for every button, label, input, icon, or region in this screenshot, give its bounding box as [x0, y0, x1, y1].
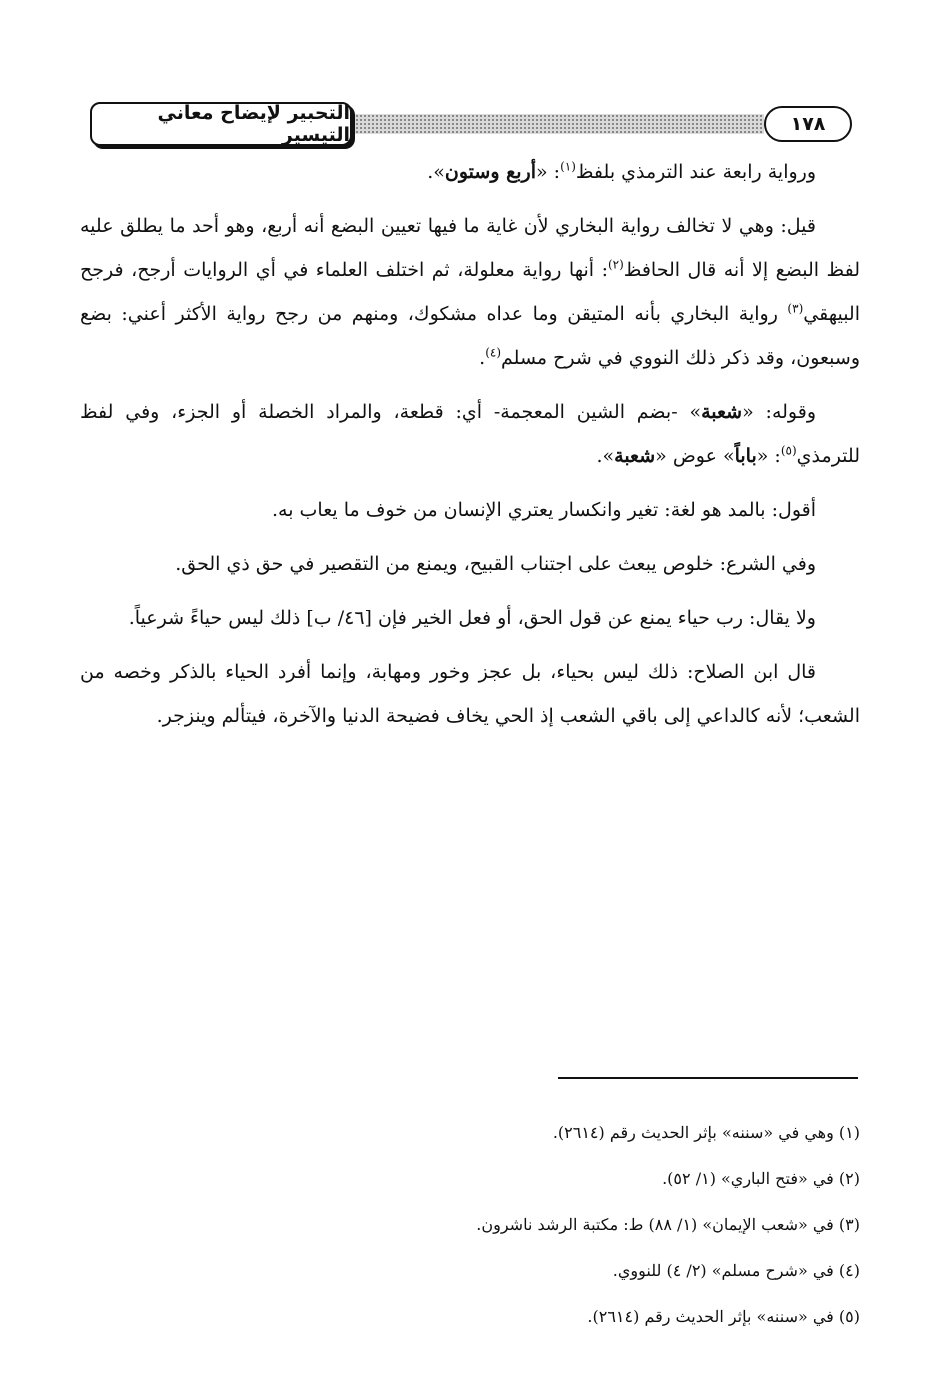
paragraph-1: [80, 150, 860, 194]
paragraph-3: [80, 390, 860, 478]
footnotes: [80, 1110, 860, 1340]
paragraph-7: قال ابن الصلاح: ذلك ليس بحياء، بل عجز وخور ومهابة، وإنما أفرد الحياء بالذكر وخصه من الشعب؛ لأنه كالداعي إلى باقي الشعب إذ الحي يخاف فضيحة الدنيا والآخرة، فيتألم وينزجر.: [80, 661, 860, 727]
paragraph-4: أقول: بالمد هو لغة: تغير وانكسار يعتري الإنسان من خوف ما يعاب به.: [271, 499, 816, 521]
header-dotted-band: [347, 114, 764, 134]
bold-quote: باباً: [734, 445, 757, 467]
paragraph-2: [80, 204, 860, 380]
bold-quote: شعبة: [614, 445, 656, 467]
bold-quote: شعبة: [701, 401, 743, 423]
text-run: قيل: وهي لا تخالف رواية البخاري لأن غاية ما فيها تعيين البضع أنه أربع، وهو أحد ما يطلق عليه لفظ البضع إلا أنه قال الحافظ: [80, 215, 860, 281]
text-run: ورواية رابعة عند الترمذي بلفظ: [575, 161, 816, 183]
footnote-ref-1: (١): [560, 159, 576, 174]
text-run: : «: [756, 445, 781, 467]
footnote-ref-2: (٢): [607, 257, 624, 272]
text-run: » عوض «: [655, 445, 735, 467]
text-run: ».: [427, 161, 445, 183]
page-header: [82, 100, 862, 156]
paragraph-6: ولا يقال: رب حياء يمنع عن قول الحق، أو فعل الخير فإن [٤٦/ ب] ذلك ليس حياءً شرعياً.: [128, 607, 816, 629]
text-run: رواية البخاري بأنه المتيقن وما عداه مشكوك، ومنهم من رجح رواية الأكثر أعني: بضع وسبعون، وقد ذكر ذلك النووي في شرح مسلم: [80, 303, 860, 369]
footnote-5: (٥) في «سننه» بإثر الحديث رقم (٢٦١٤).: [587, 1307, 860, 1326]
footnote-1: (١) وهي في «سننه» بإثر الحديث رقم (٢٦١٤).: [552, 1123, 860, 1142]
text-run: ».: [596, 445, 615, 467]
paragraph-5: وفي الشرع: خلوص يبعث على اجتناب القبيح، ويمنع من التقصير في حق ذي الحق.: [175, 553, 816, 575]
text-run: » -بضم الشين المعجمة- أي: قطعة، والمراد الخصلة أو الجزء، وفي لفظ للترمذي: [80, 401, 860, 467]
footnote-separator: [558, 1077, 858, 1079]
text-run: : «: [535, 161, 561, 183]
text-run: وقوله: «: [742, 401, 816, 423]
footnote-4: (٤) في «شرح مسلم» (٢/ ٤) للنووي.: [612, 1261, 860, 1280]
footnote-ref-4: (٤): [485, 345, 502, 360]
page-number: ١٧٨: [764, 106, 852, 142]
text-run: : أنها رواية معلولة، ثم اختلف العلماء في أي الروايات أرجح، فرجح البيهقي: [80, 259, 860, 325]
footnote-ref-3: (٣): [787, 301, 804, 316]
text-run: .: [479, 347, 486, 369]
footnote-ref-5: (٥): [780, 443, 797, 458]
footnote-2: (٢) في «فتح الباري» (١/ ٥٢).: [662, 1169, 860, 1188]
footnote-3: (٣) في «شعب الإيمان» (١/ ٨٨) ط: مكتبة الرشد ناشرون.: [476, 1215, 860, 1234]
main-text: [80, 150, 860, 748]
book-title: التحبير لإيضاح معاني التيسير: [90, 102, 352, 146]
bold-quote: أربع وستون: [444, 161, 536, 183]
